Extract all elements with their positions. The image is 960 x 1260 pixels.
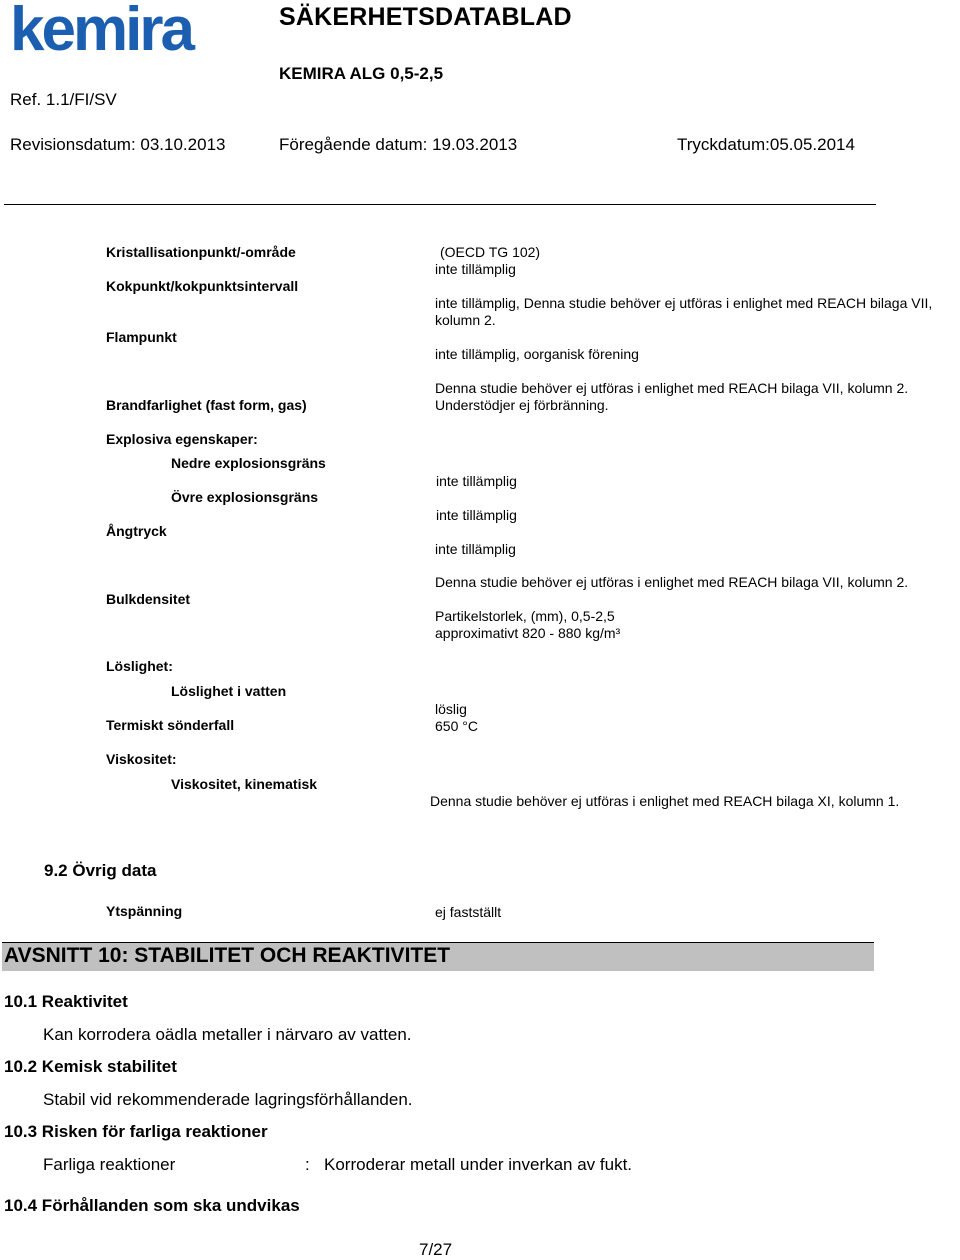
stability-text: Stabil vid rekommenderade lagringsförhållanden.	[43, 1090, 413, 1109]
document-title: SÄKERHETSDATABLAD	[279, 3, 572, 31]
bulk-density-label: Bulkdensitet	[106, 591, 191, 607]
crystallization-label: Kristallisationpunkt/-område	[106, 244, 296, 260]
reference: Ref. 1.1/FI/SV	[10, 90, 117, 109]
upper-explosion-label: Övre explosionsgräns	[171, 489, 319, 505]
kinematic-viscosity-value: Denna studie behöver ej utföras i enlighet med REACH bilaga XI, kolumn 1.	[430, 793, 900, 809]
previous-date: Föregående datum: 19.03.2013	[279, 135, 518, 154]
water-solubility-value: löslig	[435, 701, 467, 717]
thermal-decomposition-value: 650 °C	[435, 718, 478, 734]
viscosity-label: Viskositet:	[106, 751, 177, 767]
crystallization-value: inte tillämplig	[435, 261, 516, 277]
revision-date: Revisionsdatum: 03.10.2013	[10, 135, 226, 154]
header-divider	[4, 204, 876, 205]
other-data-heading: 9.2 Övrig data	[44, 861, 157, 880]
kemira-logo	[8, 2, 248, 58]
flammability-value-cont: Understödjer ej förbränning.	[435, 397, 609, 413]
hazardous-reactions-heading: 10.3 Risken för farliga reaktioner	[4, 1122, 268, 1141]
reactivity-heading: 10.1 Reaktivitet	[4, 992, 128, 1011]
page-number: 7/27	[419, 1240, 453, 1259]
boiling-point-label: Kokpunkt/kokpunktsintervall	[106, 278, 299, 294]
product-name: KEMIRA ALG 0,5-2,5	[279, 64, 444, 83]
section-10-heading	[2, 942, 874, 971]
flammability-value: Denna studie behöver ej utföras i enlighet med REACH bilaga VII, kolumn 2.	[435, 380, 909, 396]
surface-tension-value: ej fastställt	[435, 904, 502, 920]
thermal-decomposition-label: Termiskt sönderfall	[106, 717, 235, 733]
crystallization-method: (OECD TG 102)	[440, 244, 541, 260]
kinematic-viscosity-label: Viskositet, kinematisk	[171, 776, 318, 792]
flash-point-label: Flampunkt	[106, 329, 177, 345]
lower-explosion-value: inte tillämplig	[436, 473, 517, 489]
water-solubility-label: Löslighet i vatten	[171, 683, 287, 699]
flammability-label: Brandfarlighet (fast form, gas)	[106, 397, 307, 413]
bulk-density-value: approximativt 820 - 880 kg/m³	[435, 625, 621, 641]
vapour-pressure-value: inte tillämplig	[435, 541, 516, 557]
boiling-point-value: inte tillämplig, Denna studie behöver ej utföras i enlighet med REACH bilaga VII,	[435, 295, 933, 311]
conditions-to-avoid-heading: 10.4 Förhållanden som ska undvikas	[4, 1196, 300, 1215]
section-10-title: AVSNITT 10: STABILITET OCH REAKTIVITET	[4, 944, 451, 967]
hazardous-reactions-label: Farliga reaktioner	[43, 1155, 176, 1174]
explosive-label: Explosiva egenskaper:	[106, 431, 258, 447]
solubility-label: Löslighet:	[106, 658, 173, 674]
print-date: Tryckdatum:05.05.2014	[677, 135, 855, 154]
reactivity-text: Kan korrodera oädla metaller i närvaro av vatten.	[43, 1025, 412, 1044]
hazardous-reactions-colon: :	[305, 1155, 310, 1174]
lower-explosion-label: Nedre explosionsgräns	[171, 455, 326, 471]
surface-tension-label: Ytspänning	[106, 903, 183, 919]
bulk-density-note: Denna studie behöver ej utföras i enlighet med REACH bilaga VII, kolumn 2.	[435, 574, 909, 590]
logo-text: kemira	[10, 2, 192, 58]
boiling-point-value-cont: kolumn 2.	[435, 312, 496, 328]
hazardous-reactions-value: Korroderar metall under inverkan av fukt.	[324, 1155, 633, 1174]
upper-explosion-value: inte tillämplig	[436, 507, 517, 523]
particle-size: Partikelstorlek, (mm), 0,5-2,5	[435, 608, 615, 624]
vapour-pressure-label: Ångtryck	[106, 523, 167, 539]
flash-point-value: inte tillämplig, oorganisk förening	[435, 346, 639, 362]
stability-heading: 10.2 Kemisk stabilitet	[4, 1057, 177, 1076]
